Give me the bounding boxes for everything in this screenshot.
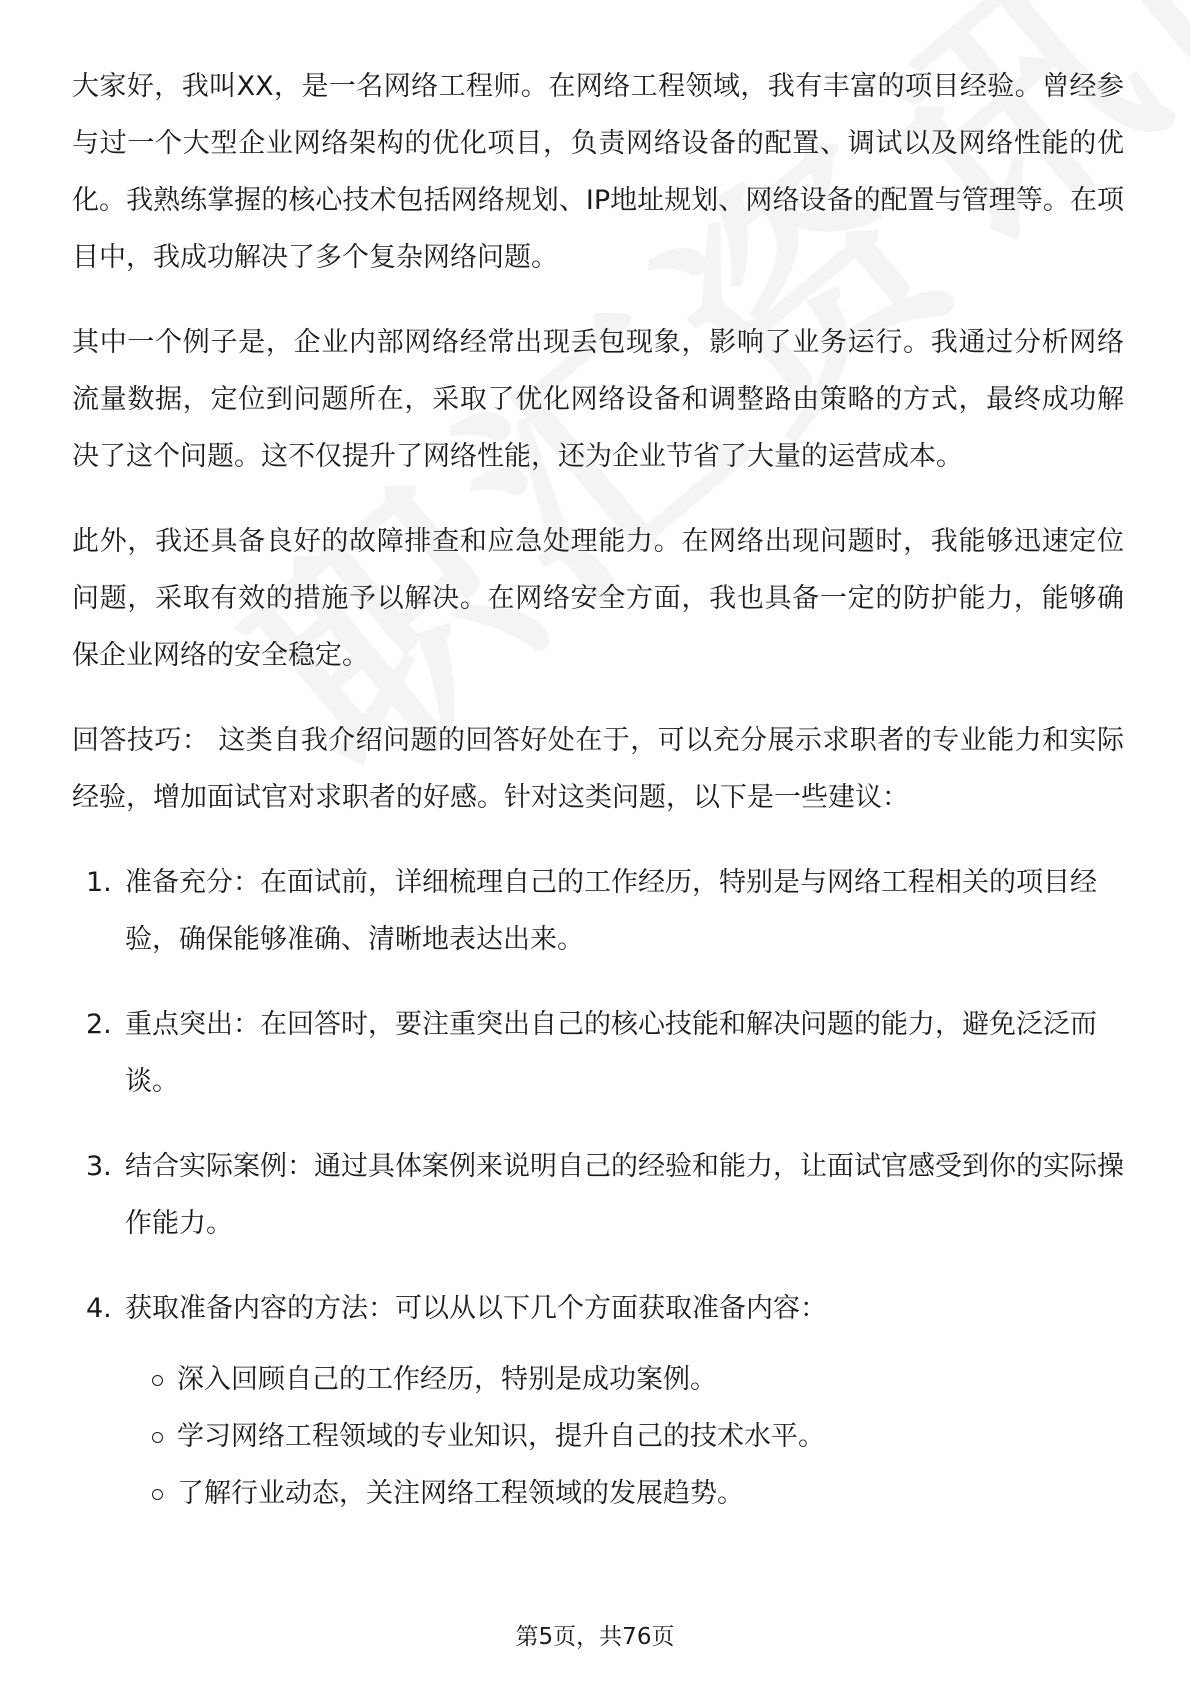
list-number: 4. [86,1293,112,1324]
list-item [72,854,1124,968]
paragraph-skills: 此外，我还具备良好的故障排查和应急处理能力。在网络出现问题时，我能够迅速定位问题，采取有效的措施予以解决。在网络安全方面，我也具备一定的防护能力，能够确保企业网络的安全稳定。 [72,526,1124,671]
list-item-text: 准备充分：在面试前，详细梳理自己的工作经历，特别是与网络工程相关的项目经验，确保能够准确、清晰地表达出来。 [125,867,1097,955]
list-number: 3. [86,1151,112,1182]
list-item [72,1138,1124,1252]
document-body [72,58,1124,1550]
list-number: 2. [86,1009,112,1040]
list-item [72,996,1124,1110]
hollow-bullet-icon [152,1489,163,1500]
tips-list [72,854,1124,1522]
sub-list-item-text: 学习网络工程领域的专业知识，提升自己的技术水平。 [177,1421,825,1452]
sub-list-item-text: 了解行业动态，关注网络工程领域的发展趋势。 [177,1478,744,1509]
list-item-text: 结合实际案例：通过具体案例来说明自己的经验和能力，让面试官感受到你的实际操作能力。 [125,1151,1124,1239]
sub-list-item-text: 深入回顾自己的工作经历，特别是成功案例。 [177,1364,717,1395]
paragraph-tips-intro: 回答技巧： 这类自我介绍问题的回答好处在于，可以充分展示求职者的专业能力和实际经验，增加面试官对求职者的好感。针对这类问题，以下是一些建议： [72,725,1124,813]
list-item-text: 获取准备内容的方法：可以从以下几个方面获取准备内容： [125,1293,827,1324]
sub-list-item [125,1351,1124,1408]
sub-list [125,1351,1124,1522]
paragraph-intro: 大家好，我叫XX，是一名网络工程师。在网络工程领域，我有丰富的项目经验。曾经参与过一个大型企业网络架构的优化项目，负责网络设备的配置、调试以及网络性能的优化。我熟练掌握的核心技术包括网络规划、IP地址规划、网络设备的配置与管理等。在项目中，我成功解决了多个复杂网络问题。 [72,71,1124,273]
sub-list-item [125,1408,1124,1465]
list-number: 1. [86,867,112,898]
hollow-bullet-icon [152,1375,163,1386]
page-number-footer: 第5页，共76页 [515,1624,675,1650]
list-item-text: 重点突出：在回答时，要注重突出自己的核心技能和解决问题的能力，避免泛泛而谈。 [125,1009,1097,1097]
paragraph-example: 其中一个例子是，企业内部网络经常出现丢包现象，影响了业务运行。我通过分析网络流量数据，定位到问题所在，采取了优化网络设备和调整路由策略的方式，最终成功解决了这个问题。这不仅提升了网络性能，还为企业节省了大量的运营成本。 [72,327,1124,472]
hollow-bullet-icon [152,1432,163,1443]
sub-list-item [125,1465,1124,1522]
list-item [72,1280,1124,1522]
